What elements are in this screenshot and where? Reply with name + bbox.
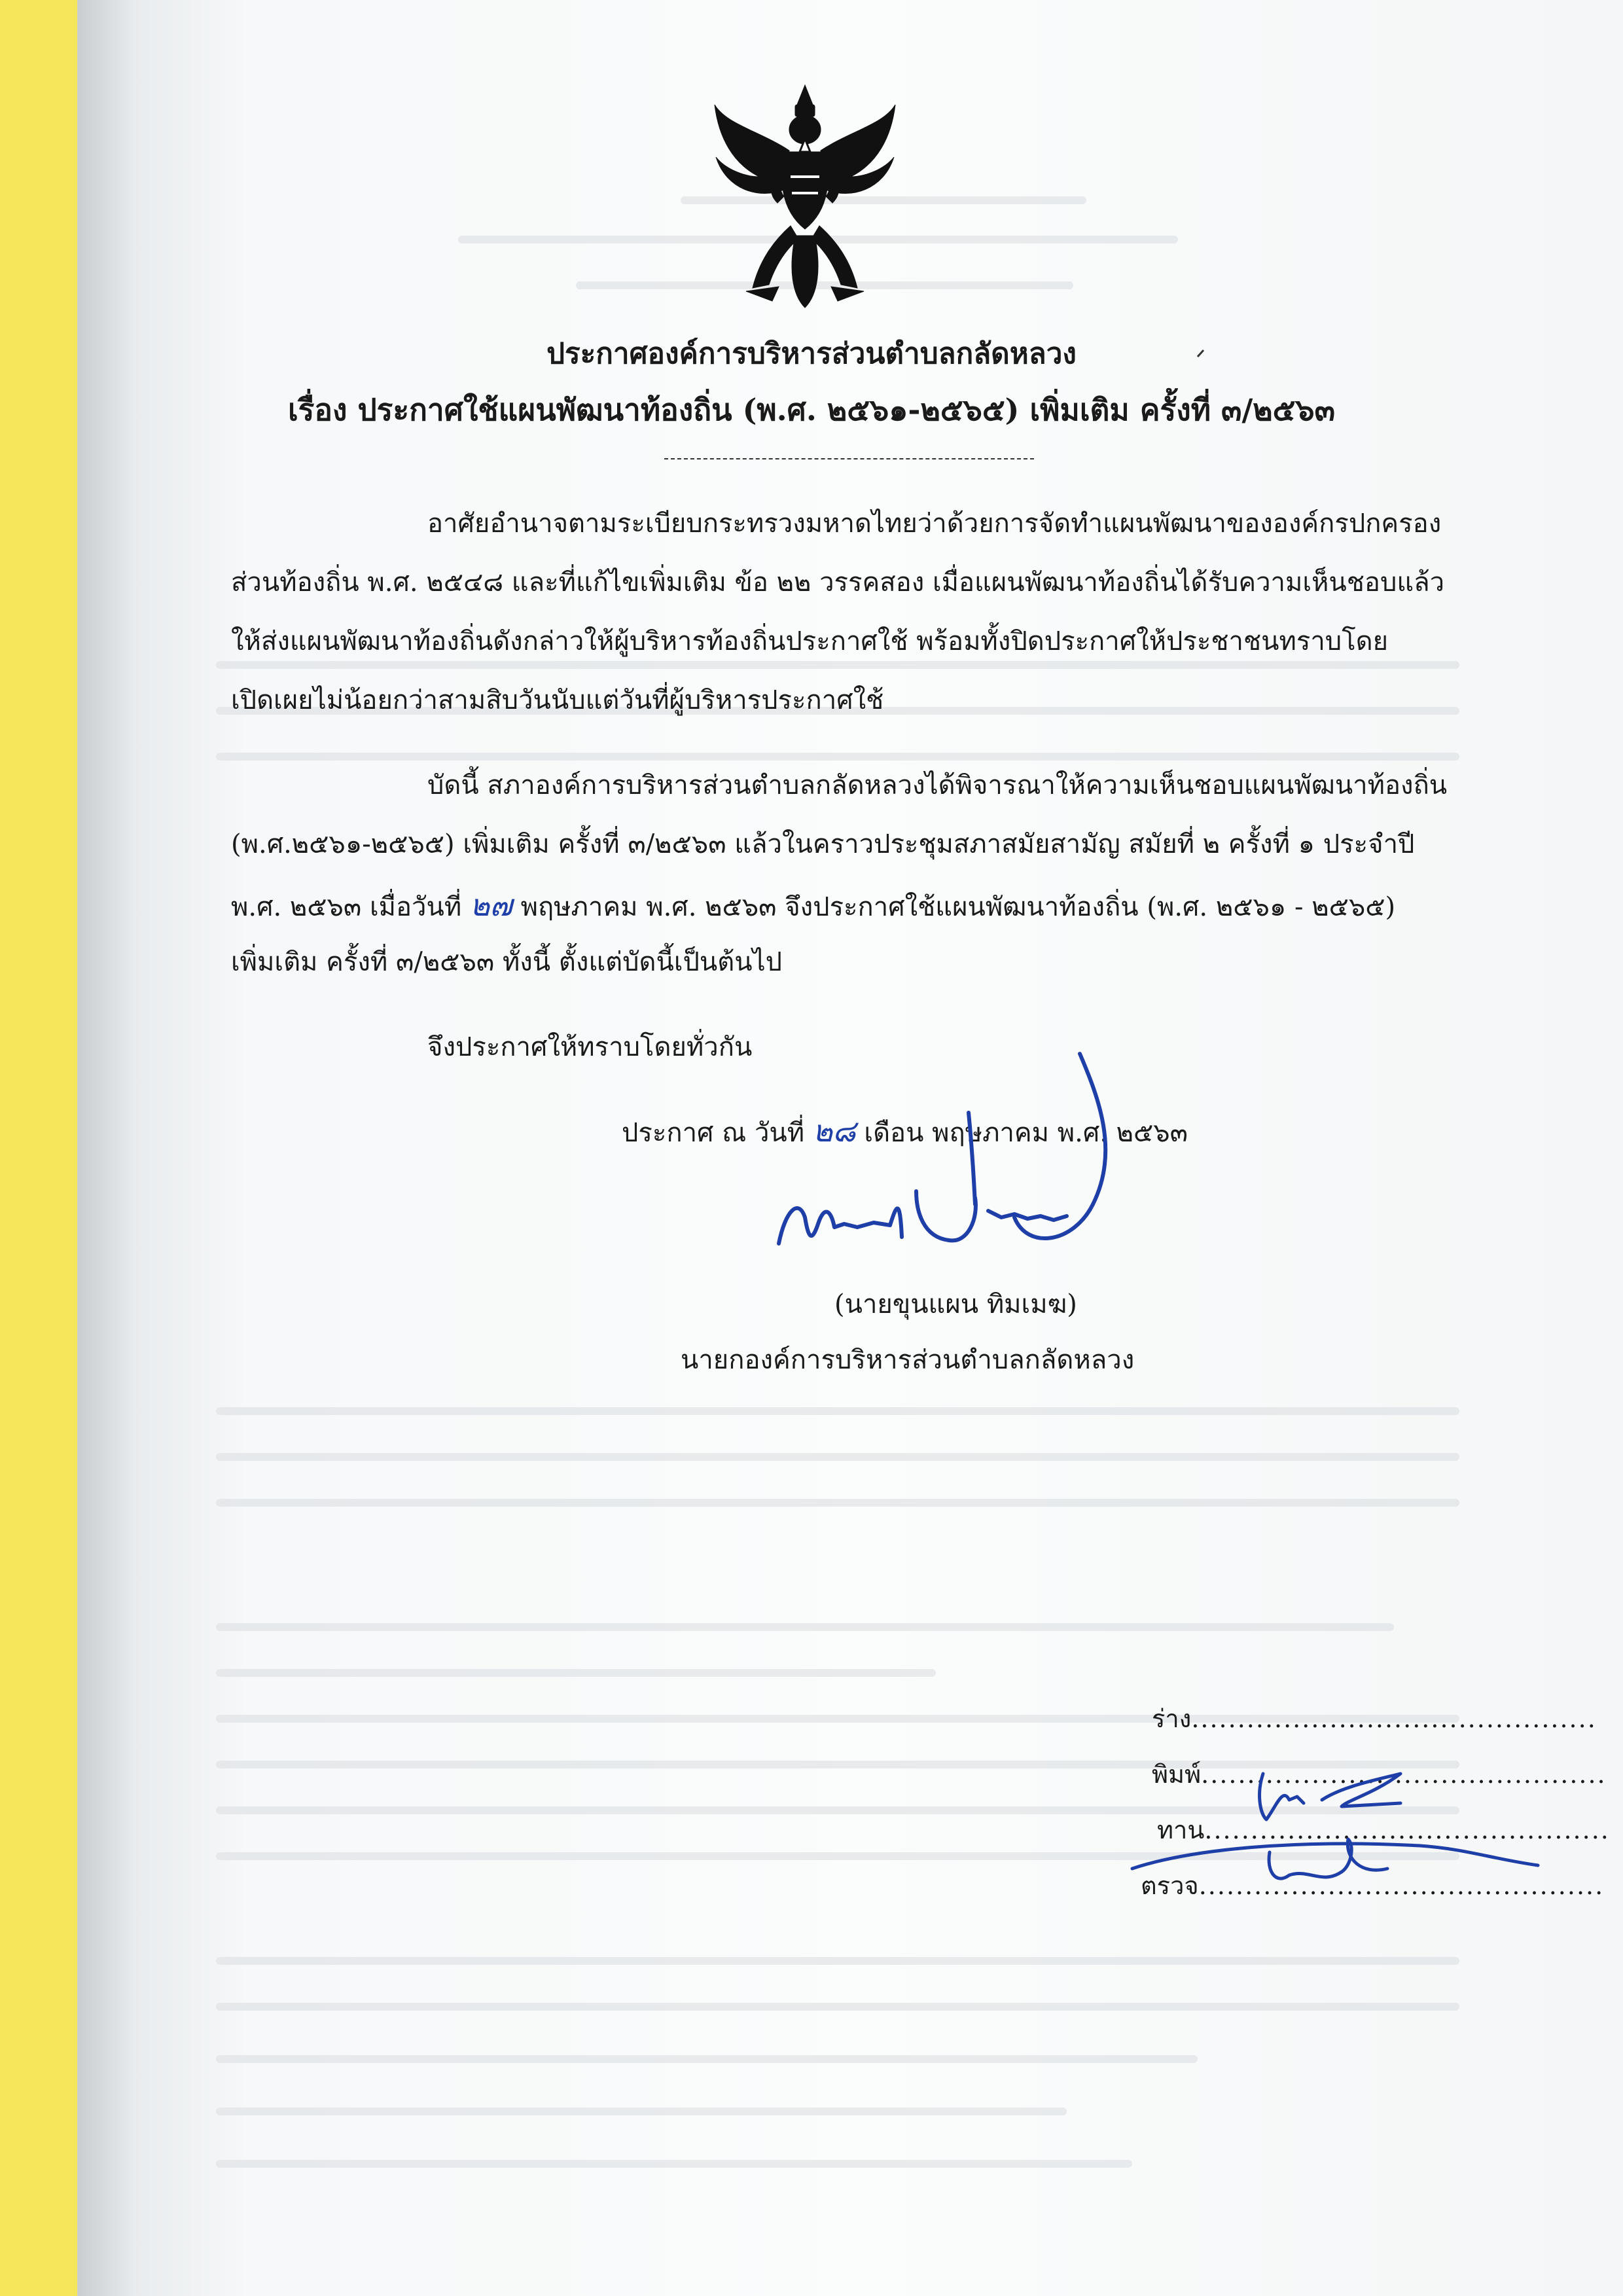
stamp-label: ตรวจ <box>1141 1871 1199 1900</box>
stamp-label: ทาน <box>1157 1816 1205 1844</box>
paragraph-line-text: พฤษภาคม พ.ศ. ๒๕๖๓ จึงประกาศใช้แผนพัฒนาท้องถิ่น (พ.ศ. ๒๕๖๑ - ๒๕๖๕) <box>520 892 1396 922</box>
paragraph-line: บัดนี้ สภาองค์การบริหารส่วนตำบลกลัดหลวงได้พิจารณาให้ความเห็นชอบแผนพัฒนาท้องถิ่น <box>427 770 1448 800</box>
garuda-emblem-icon <box>707 79 903 314</box>
paragraph-line: ส่วนท้องถิ่น พ.ศ. ๒๕๔๘ และที่แก้ไขเพิ่มเติม ข้อ ๒๒ วรรคสอง เมื่อแผนพัฒนาท้องถิ่นได้รับความเห็นชอบแล้ว <box>231 567 1445 598</box>
paragraph-line: เพิ่มเติม ครั้งที่ ๓/๒๕๖๓ ทั้งนี้ ตั้งแต่บัดนี้เป็นต้นไป <box>231 947 783 977</box>
meeting-day-handwritten: ๒๗ <box>469 888 512 923</box>
pen-mark-icon <box>1194 347 1207 360</box>
signatory-name: (นายขุนแผน ทิมเมฆ) <box>834 1289 1077 1319</box>
mayor-signature-icon <box>753 1047 1276 1296</box>
announce-date-prefix: ประกาศ ณ วันที่ <box>622 1118 805 1148</box>
paragraph-line-text: พ.ศ. ๒๕๖๓ เมื่อวันที่ <box>231 892 462 922</box>
title-divider <box>664 458 1034 459</box>
stamp-label: ร่าง <box>1152 1704 1192 1733</box>
announce-date-suffix: เดือน พฤษภาคม พ.ศ. ๒๕๖๓ <box>864 1118 1188 1148</box>
stamp-row-proofread: ทาน............................................ <box>1157 1816 1610 1844</box>
closing-statement: จึงประกาศให้ทราบโดยทั่วกัน <box>427 1032 753 1062</box>
announcement-heading: ประกาศองค์การบริหารส่วนตำบลกลัดหลวง <box>546 337 1077 370</box>
signatory-position: นายกองค์การบริหารส่วนตำบลกลัดหลวง <box>681 1345 1135 1375</box>
paragraph-line: อาศัยอำนาจตามระเบียบกระทรวงมหาดไทยว่าด้วยการจัดทำแผนพัฒนาขององค์กรปกครอง <box>427 509 1442 539</box>
stamp-row-draft: ร่าง............................................ <box>1152 1704 1597 1733</box>
stamp-label: พิมพ์ <box>1152 1760 1202 1789</box>
paragraph-line <box>231 888 1396 923</box>
stamp-row-print: พิมพ์............................................ <box>1152 1760 1607 1789</box>
paragraph-line: เปิดเผยไม่น้อยกว่าสามสิบวันนับแต่วันที่ผู้บริหารประกาศใช้ <box>231 685 884 715</box>
stamp-row-check: ตรวจ............................................ <box>1141 1871 1605 1900</box>
paragraph-line: ให้ส่งแผนพัฒนาท้องถิ่นดังกล่าวให้ผู้บริหารท้องถิ่นประกาศใช้ พร้อมทั้งปิดประกาศให้ประชาชนทราบโดย <box>231 626 1389 656</box>
announcement-subject: เรื่อง ประกาศใช้แผนพัฒนาท้องถิ่น (พ.ศ. ๒๕๖๑-๒๕๖๕) เพิ่มเติม ครั้งที่ ๓/๒๕๖๓ <box>287 392 1336 427</box>
paragraph-line: (พ.ศ.๒๕๖๑-๒๕๖๕) เพิ่มเติม ครั้งที่ ๓/๒๕๖๓ แล้วในคราวประชุมสภาสมัยสามัญ สมัยที่ ๒ ครั้งที่ ๑ ประจำปี <box>231 829 1415 859</box>
announce-day-handwritten: ๒๘ <box>812 1113 856 1149</box>
reviewer-initials-icon <box>1126 1728 1544 1918</box>
